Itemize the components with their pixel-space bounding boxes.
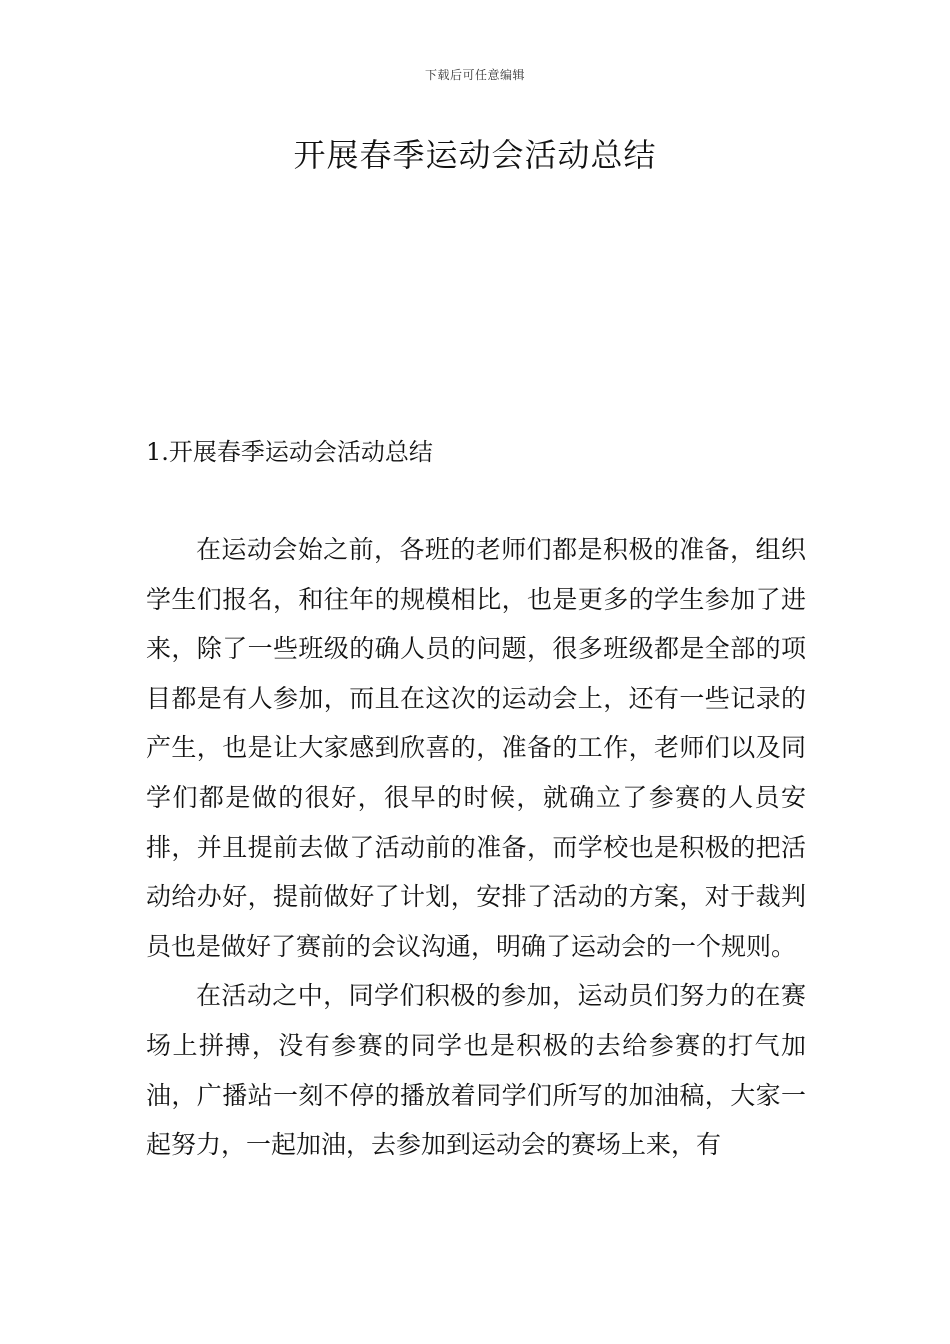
paragraph: 在运动会始之前，各班的老师们都是积极的准备，组织学生们报名，和往年的规模相比，也是更多的学生参加了进来，除了一些班级的确人员的问题，很多班级都是全部的项目都是有人参加，而且在这次的运动会上，还有一些记录的产生，也是让大家感到欣喜的，准备的工作，老师们以及同学们都是做的很好，很早的时候，就确立了参赛的人员安排，并且提前去做了活动前的准备，而学校也是积极的把活动给办好，提前做好了计划，安排了活动的方案，对于裁判员也是做好了赛前的会议沟通，明确了运动会的一个规则。 <box>146 535 806 961</box>
document-title: 开展春季运动会活动总结 <box>293 136 657 174</box>
paragraph: 在活动之中，同学们积极的参加，运动员们努力的在赛场上拼搏，没有参赛的同学也是积极的去给参赛的打气加油，广播站一刻不停的播放着同学们所写的加油稿，大家一起努力，一起加油，去参加到运动会的赛场上来，有 <box>146 981 806 1160</box>
header-note: 下载后可任意编辑 <box>424 68 525 82</box>
document-body <box>146 525 806 1170</box>
section-heading: 1.开展春季运动会活动总结 <box>146 438 433 466</box>
